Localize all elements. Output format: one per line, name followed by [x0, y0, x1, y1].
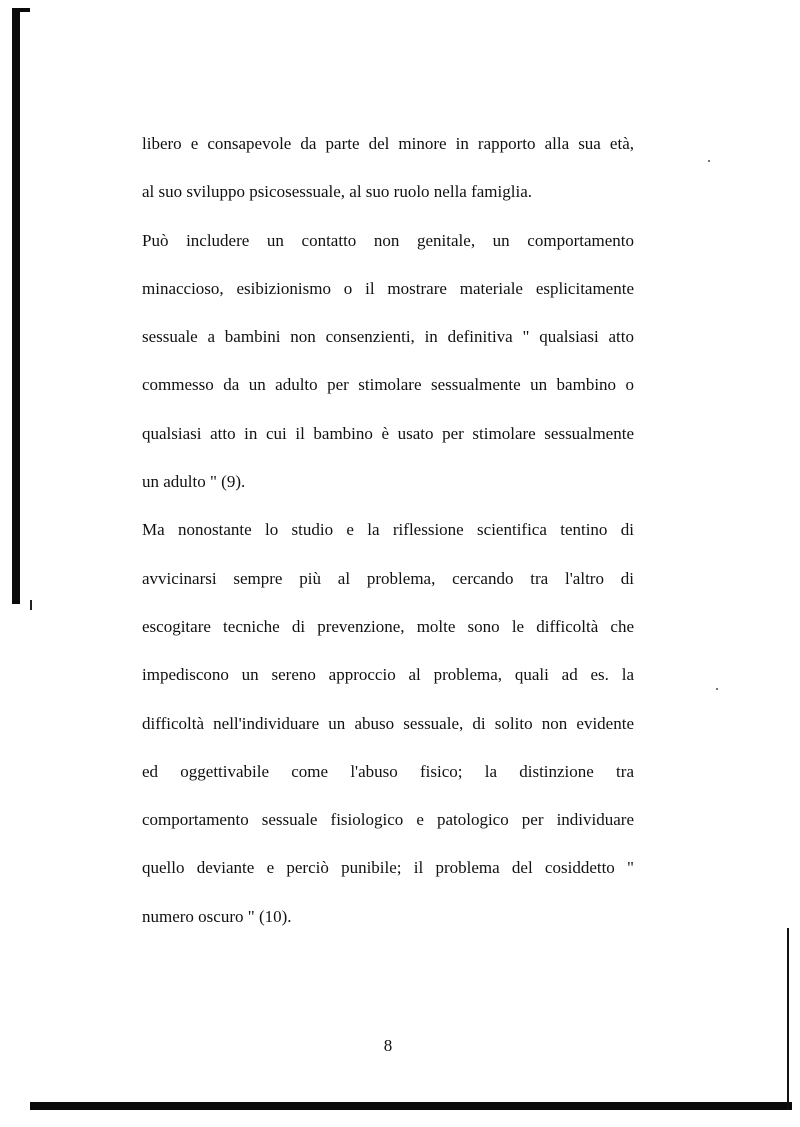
text-line: comportamento sessuale fisiologico e patologico per individuare [142, 810, 634, 830]
scan-mark [30, 600, 32, 610]
text-line: numero oscuro " (10). [142, 906, 292, 926]
text-line: escogitare tecniche di prevenzione, molte sono le difficoltà che [142, 616, 634, 636]
page-number: 8 [383, 1036, 393, 1055]
text-line: un adulto " (9). [142, 472, 246, 492]
text-line: libero e consapevole da parte del minore in rapporto alla sua età, [142, 134, 634, 153]
text-line: ed oggettivabile come l'abuso fisico; la distinzione tra [142, 761, 634, 781]
text-line: minaccioso, esibizionismo o il mostrare materiale esplicitamente [142, 278, 634, 298]
text-line: Può includere un contatto non genitale, un comportamento [142, 230, 634, 250]
text-line: commesso da un adulto per stimolare sessualmente un bambino o [142, 375, 634, 395]
scan-border-left [12, 8, 20, 604]
document-body [142, 126, 634, 947]
scan-border-bottom [30, 1102, 792, 1110]
scan-speck [708, 160, 710, 162]
text-line: avvicinarsi sempre più al problema, cercando tra l'altro di [142, 568, 634, 588]
text-line: qualsiasi atto in cui il bambino è usato per stimolare sessualmente [142, 423, 634, 443]
text-line: Ma nonostante lo studio e la riflessione scientifica tentino di [142, 520, 634, 540]
text-line: al suo sviluppo psicosessuale, al suo ruolo nella famiglia. [142, 182, 532, 202]
text-line: quello deviante e perciò punibile; il problema del cosiddetto " [142, 858, 634, 878]
text-line: impediscono un sereno approccio al problema, quali ad es. la [142, 665, 634, 685]
scan-speck [716, 688, 718, 690]
text-line: sessuale a bambini non consenzienti, in definitiva " qualsiasi atto [142, 327, 634, 347]
scan-border-right [787, 928, 789, 1110]
text-line: difficoltà nell'individuare un abuso sessuale, di solito non evidente [142, 713, 634, 733]
